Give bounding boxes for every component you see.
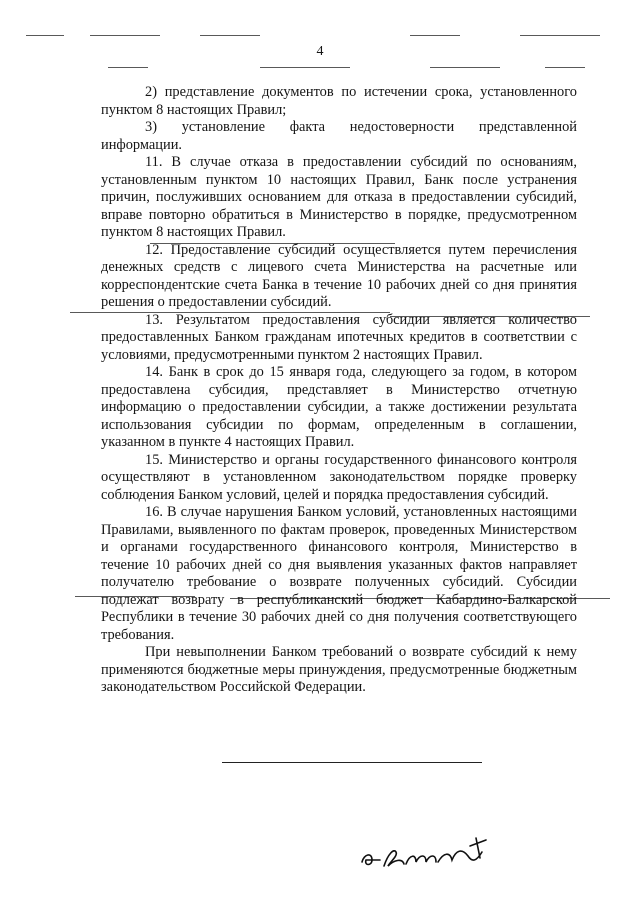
document-body [101, 84, 577, 697]
paragraph: 12. Предоставление субсидий осуществляется путем перечисления денежных средств с лицевого счета Министерства на расчетные или корреспондентские счета Банка в течение 10 рабочих дней со дня принятия решения о предоставлении субсидий. [101, 241, 577, 310]
scan-artifact-line [545, 67, 585, 68]
divider-line [222, 762, 482, 763]
scan-artifact-line [26, 35, 64, 36]
handwritten-signature [358, 832, 498, 878]
scan-artifact-line [200, 35, 260, 36]
paragraph: 11. В случае отказа в предоставлении субсидий по основаниям, установленным пунктом 10 настоящих Правил, Банк после устранения причин, послуживших основанием для отказа в предоставлении субсидий, вправе повторно обратиться в Министерство в порядке, предусмотренном пунктом 8 настоящих Правил. [101, 154, 577, 240]
scan-artifact-line [430, 67, 500, 68]
paragraph: 15. Министерство и органы государственного финансового контроля осуществляют в установленном законодательством порядке проверку соблюдения Банком условий, целей и порядка предоставления субсидий. [101, 451, 577, 503]
scan-artifact-line [260, 67, 350, 68]
scan-artifact-line [108, 67, 148, 68]
paragraph: 16. В случае нарушения Банком условий, установленных настоящими Правилами, выявленного по фактам проверок, проведенных Министерством и органами государственного финансового контроля, Министерство в течение 10 рабочих дней со дня выявления указанных фактов направляет получателю требование о возврате полученных субсидий. Субсидии подлежат возврату в республиканский бюджет Кабардино-Балкарской Республики в течение 30 рабочих дней со дня получения соответствующего требования. [101, 504, 577, 643]
page-number: 4 [316, 44, 324, 59]
scan-artifact-line [90, 35, 160, 36]
paragraph: 2) представление документов по истечении срока, установленного пунктом 8 настоящих Правил; [101, 84, 577, 118]
paragraph: При невыполнении Банком требований о возврате субсидий к нему применяются бюджетные меры принуждения, предусмотренные бюджетным законодательством Российской Федерации. [101, 644, 577, 695]
scan-artifact-line [410, 35, 460, 36]
paragraph: 3) установление факта недостоверности представленной информации. [101, 119, 577, 153]
paragraph: 13. Результатом предоставления субсидии является количество предоставленных Банком гражданам ипотечных кредитов в соответствии с условиями, предусмотренными пунктом 2 настоящих Правил. [101, 311, 577, 363]
scan-artifact-line [520, 35, 600, 36]
paragraph: 14. Банк в срок до 15 января года, следующего за годом, в котором предоставлена субсидия, представляет в Министерство отчетную информацию о предоставлении субсидии, а также достижении результата использования субсидии по формам, определенным в соглашении, указанном в пункте 4 настоящих Правил. [101, 364, 577, 450]
